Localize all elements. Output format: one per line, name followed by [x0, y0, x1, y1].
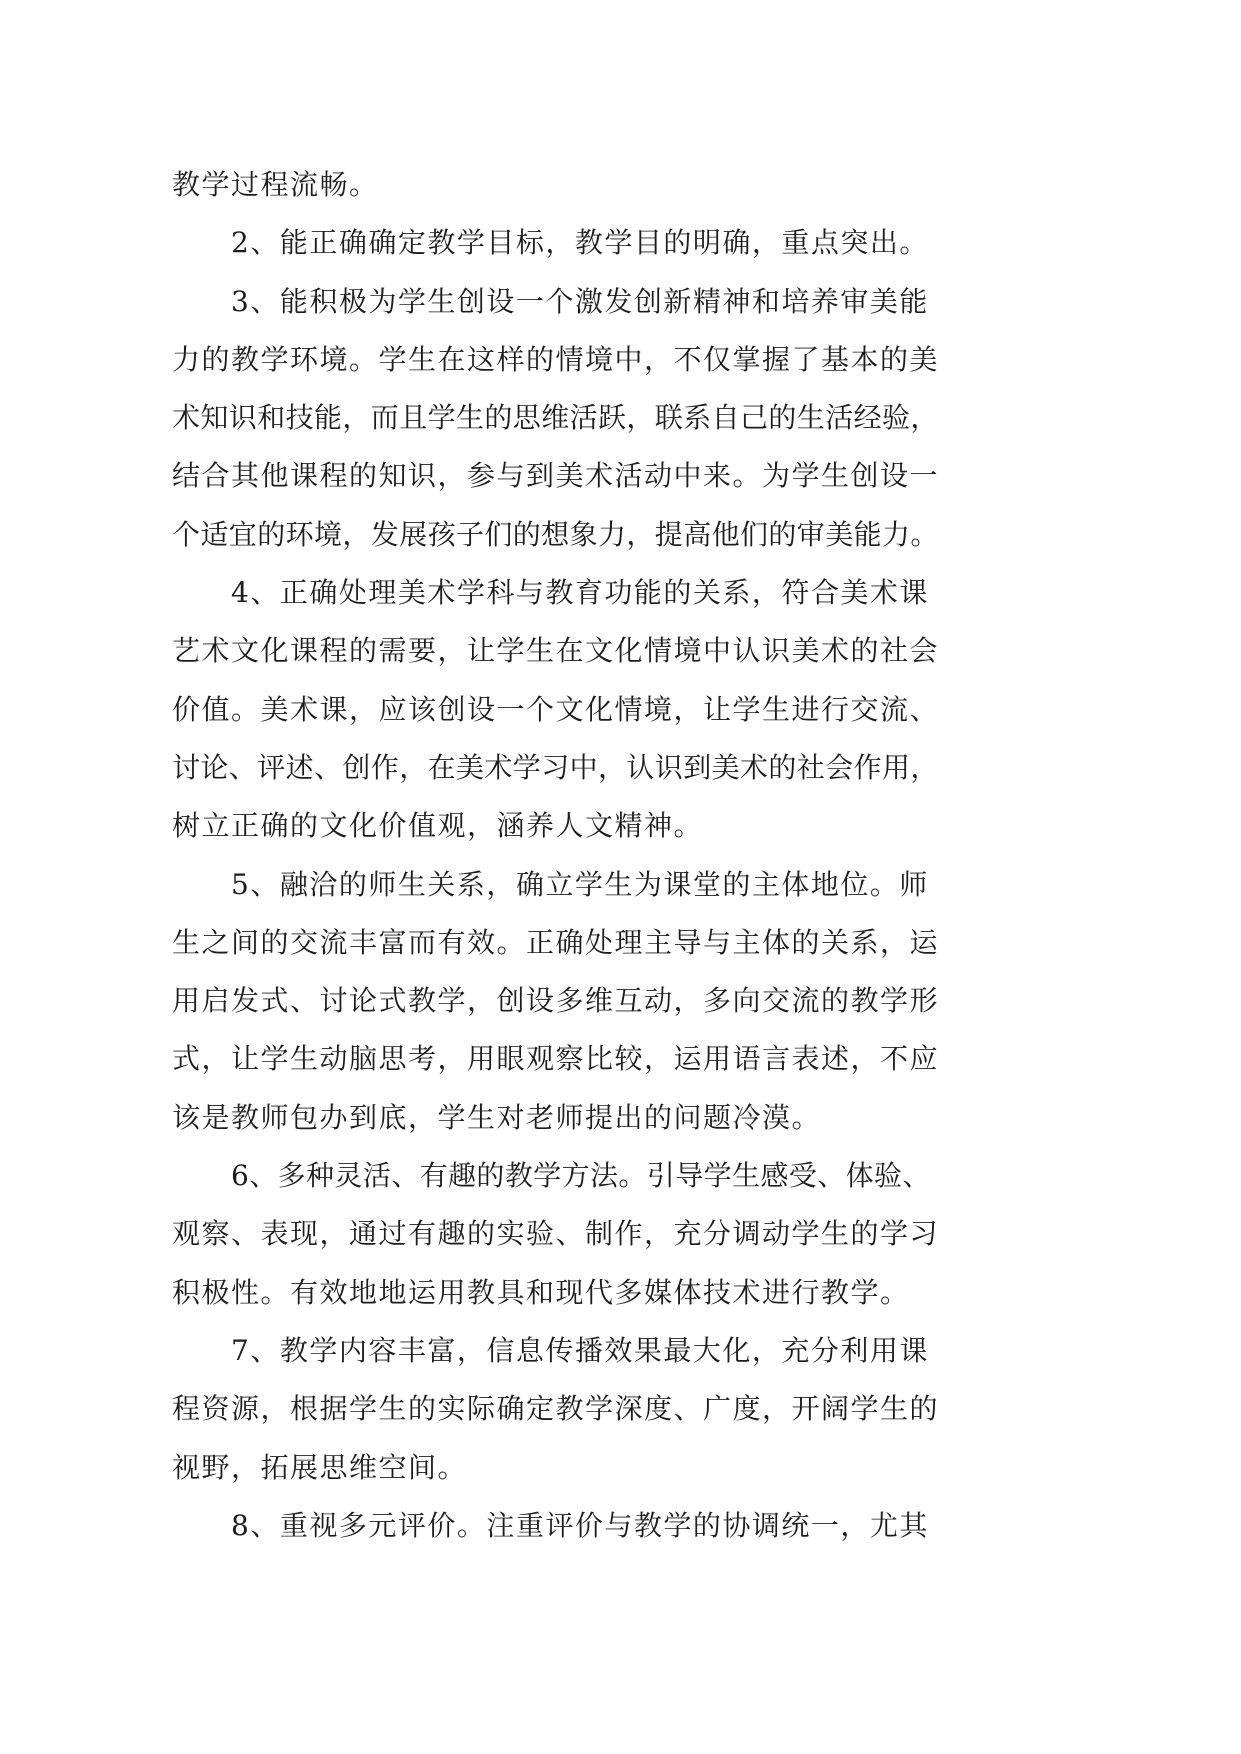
text-line: 3、能积极为学生创设一个激发创新精神和培养审美能 [231, 284, 929, 318]
paragraph-item-3 [172, 273, 992, 564]
paragraph-item-8 [172, 1497, 992, 1555]
text-line: 价值。美术课，应该创设一个文化情境，让学生进行交流、 [172, 692, 940, 726]
text-line: 力的教学环境。学生在这样的情境中，不仅掌握了基本的美 [172, 342, 940, 376]
paragraph-continuation [172, 156, 992, 214]
text-line: 观察、表现，通过有趣的实验、制作，充分调动学生的学习 [172, 1217, 940, 1251]
text-line: 艺术文化课程的需要，让学生在文化情境中认识美术的社会 [172, 634, 940, 668]
text-line: 7、教学内容丰富，信息传播效果最大化，充分利用课 [231, 1333, 929, 1367]
text-line: 8、重视多元评价。注重评价与教学的协调统一，尤其 [231, 1508, 929, 1542]
body-text [172, 156, 992, 1555]
text-line: 术知识和技能，而且学生的思维活跃，联系自己的生活经验， [172, 401, 939, 435]
text-line: 程资源，根据学生的实际确定教学深度、广度，开阔学生的 [172, 1392, 940, 1426]
text-line: 2、能正确确定教学目标，教学目的明确，重点突出。 [231, 226, 929, 260]
paragraph-item-7 [172, 1322, 992, 1497]
text-line: 生之间的交流丰富而有效。正确处理主导与主体的关系，运 [172, 925, 940, 959]
paragraph-item-2 [172, 214, 992, 272]
text-line: 5、融洽的师生关系，确立学生为课堂的主体地位。师 [231, 867, 929, 901]
text-line: 积极性。有效地地运用教具和现代多媒体技术进行教学。 [172, 1275, 910, 1309]
text-line: 用启发式、讨论式教学，创设多维互动，多向交流的教学形 [172, 984, 940, 1018]
text-line: 6、多种灵活、有趣的教学方法。引导学生感受、体验、 [231, 1159, 931, 1193]
paragraph-item-4 [172, 564, 992, 855]
text-line: 式，让学生动脑思考，用眼观察比较，运用语言表述，不应 [172, 1042, 940, 1076]
text-line: 讨论、评述、创作，在美术学习中，认识到美术的社会作用， [172, 750, 939, 784]
paragraph-item-6 [172, 1147, 992, 1322]
text-line: 该是教师包办到底，学生对老师提出的问题冷漠。 [172, 1100, 822, 1134]
text-line: 结合其他课程的知识，参与到美术活动中来。为学生创设一 [172, 459, 940, 493]
text-line: 个适宜的环境，发展孩子们的想象力，提高他们的审美能力。 [172, 517, 939, 551]
text-line: 4、正确处理美术学科与教育功能的关系，符合美术课 [231, 576, 929, 610]
text-line: 视野，拓展思维空间。 [172, 1450, 468, 1484]
paragraph-item-5 [172, 856, 992, 1147]
text-line: 树立正确的文化价值观，涵养人文精神。 [172, 809, 704, 843]
text-line: 教学过程流畅。 [172, 168, 379, 201]
